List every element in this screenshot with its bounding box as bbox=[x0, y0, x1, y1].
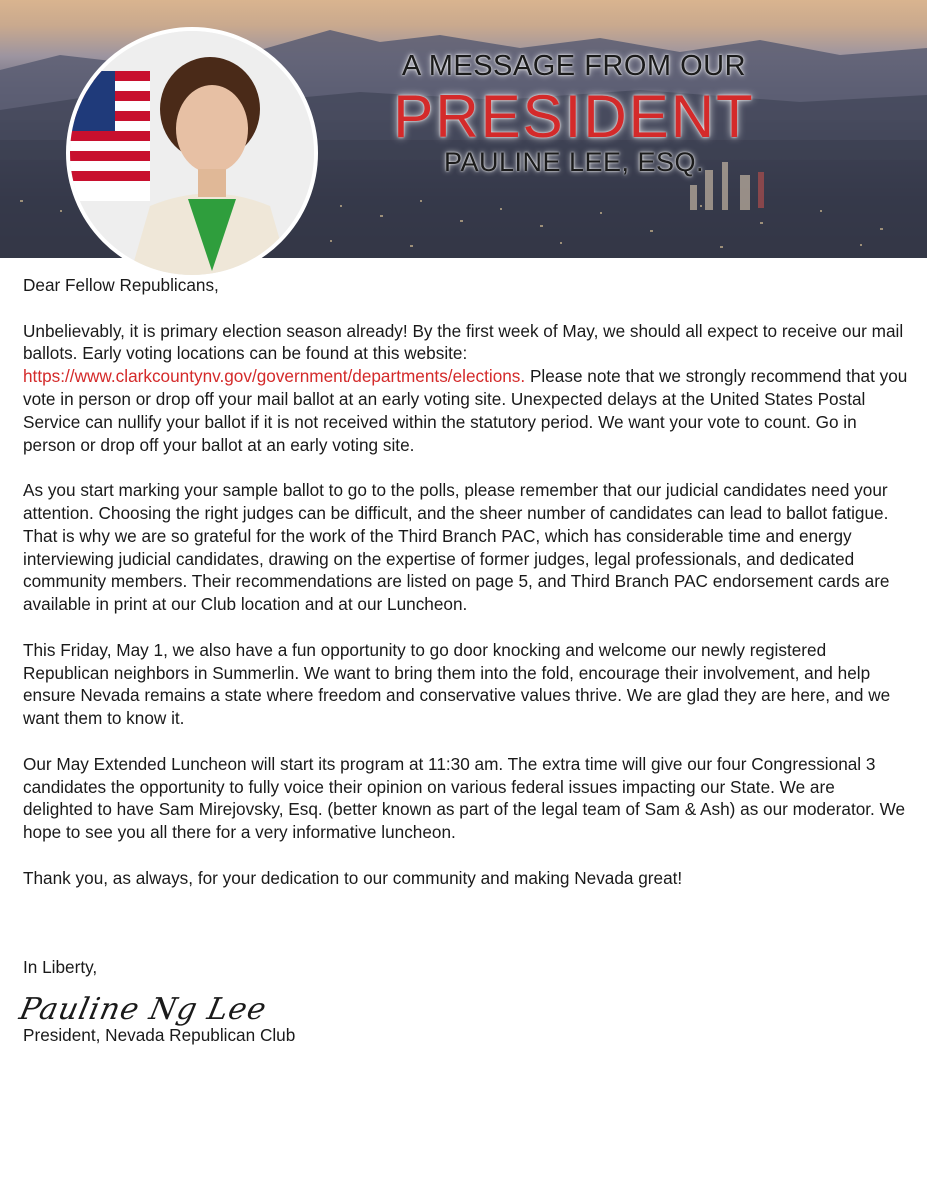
letter-body bbox=[23, 274, 908, 912]
paragraph-1-text-a: Unbelievably, it is primary election season already! By the first week of May, we should all expect to receive our mail ballots. Early voting locations can be found at this website: bbox=[23, 320, 904, 364]
elections-website-link[interactable]: https://www.clarkcountynv.gov/government/departments/elections. bbox=[23, 366, 526, 387]
header-line-1: A MESSAGE FROM OUR bbox=[401, 50, 747, 82]
american-flag-icon bbox=[70, 71, 150, 201]
signature-title: President, Nevada Republican Club bbox=[23, 1025, 296, 1045]
paragraph-1-text-b: Please note that we strongly recommend that you vote in person or drop off your mail ballot at an early voting site. Unexpected delays at the United States Postal Service can nullify your ballot if it is not received within the statutory period. We want your vote to count. Go in person or drop off your ballot at an early voting site. bbox=[23, 366, 908, 455]
paragraph-1 bbox=[23, 320, 908, 457]
paragraph-2: As you start marking your sample ballot to go to the polls, please remember that our judicial candidates need your attention. Choosing the right judges can be difficult, and the sheer number of candidates can lead to ballot fatigue. That is why we are so grateful for the work of the Third Branch PAC, which has considerable time and energy interviewing judicial candidates, drawing on the expertise of former judges, legal professionals, and dedicated community members. Their recommendations are listed on page 5, and Third Branch PAC endorsement cards are available in print at our Club location and at our Luncheon. bbox=[23, 480, 890, 615]
paragraph-3: This Friday, May 1, we also have a fun opportunity to go door knocking and welcome our newly registered Republican neighbors in Summerlin. We want to bring them into the fold, encourage their involvement, and help ensure Nevada remains a state where freedom and conservative values thrive. We are glad they are here, and we want them to know it. bbox=[23, 639, 891, 729]
greeting: Dear Fellow Republicans, bbox=[23, 275, 219, 295]
header-president: PRESIDENT bbox=[393, 83, 755, 150]
paragraph-5: Thank you, as always, for your dedication to our community and making Nevada great! bbox=[23, 867, 683, 888]
header-name: PAULINE LEE, ESQ. bbox=[443, 147, 705, 177]
paragraph-4: Our May Extended Luncheon will start its program at 11:30 am. The extra time will give our four Congressional 3 candidates the opportunity to fully voice their opinion on various federal issues impacting our State. We are delighted to have Sam Mirejovsky, Esq. (better known as part of the legal team of Sam & Ash) as our moderator. We hope to see you all there for a very informative luncheon. bbox=[23, 753, 906, 843]
header-title-block bbox=[370, 50, 778, 178]
closing-text: In Liberty, bbox=[23, 957, 98, 977]
handwritten-signature: Pauline Ng Lee bbox=[16, 992, 270, 1027]
president-portrait-photo bbox=[66, 27, 318, 279]
